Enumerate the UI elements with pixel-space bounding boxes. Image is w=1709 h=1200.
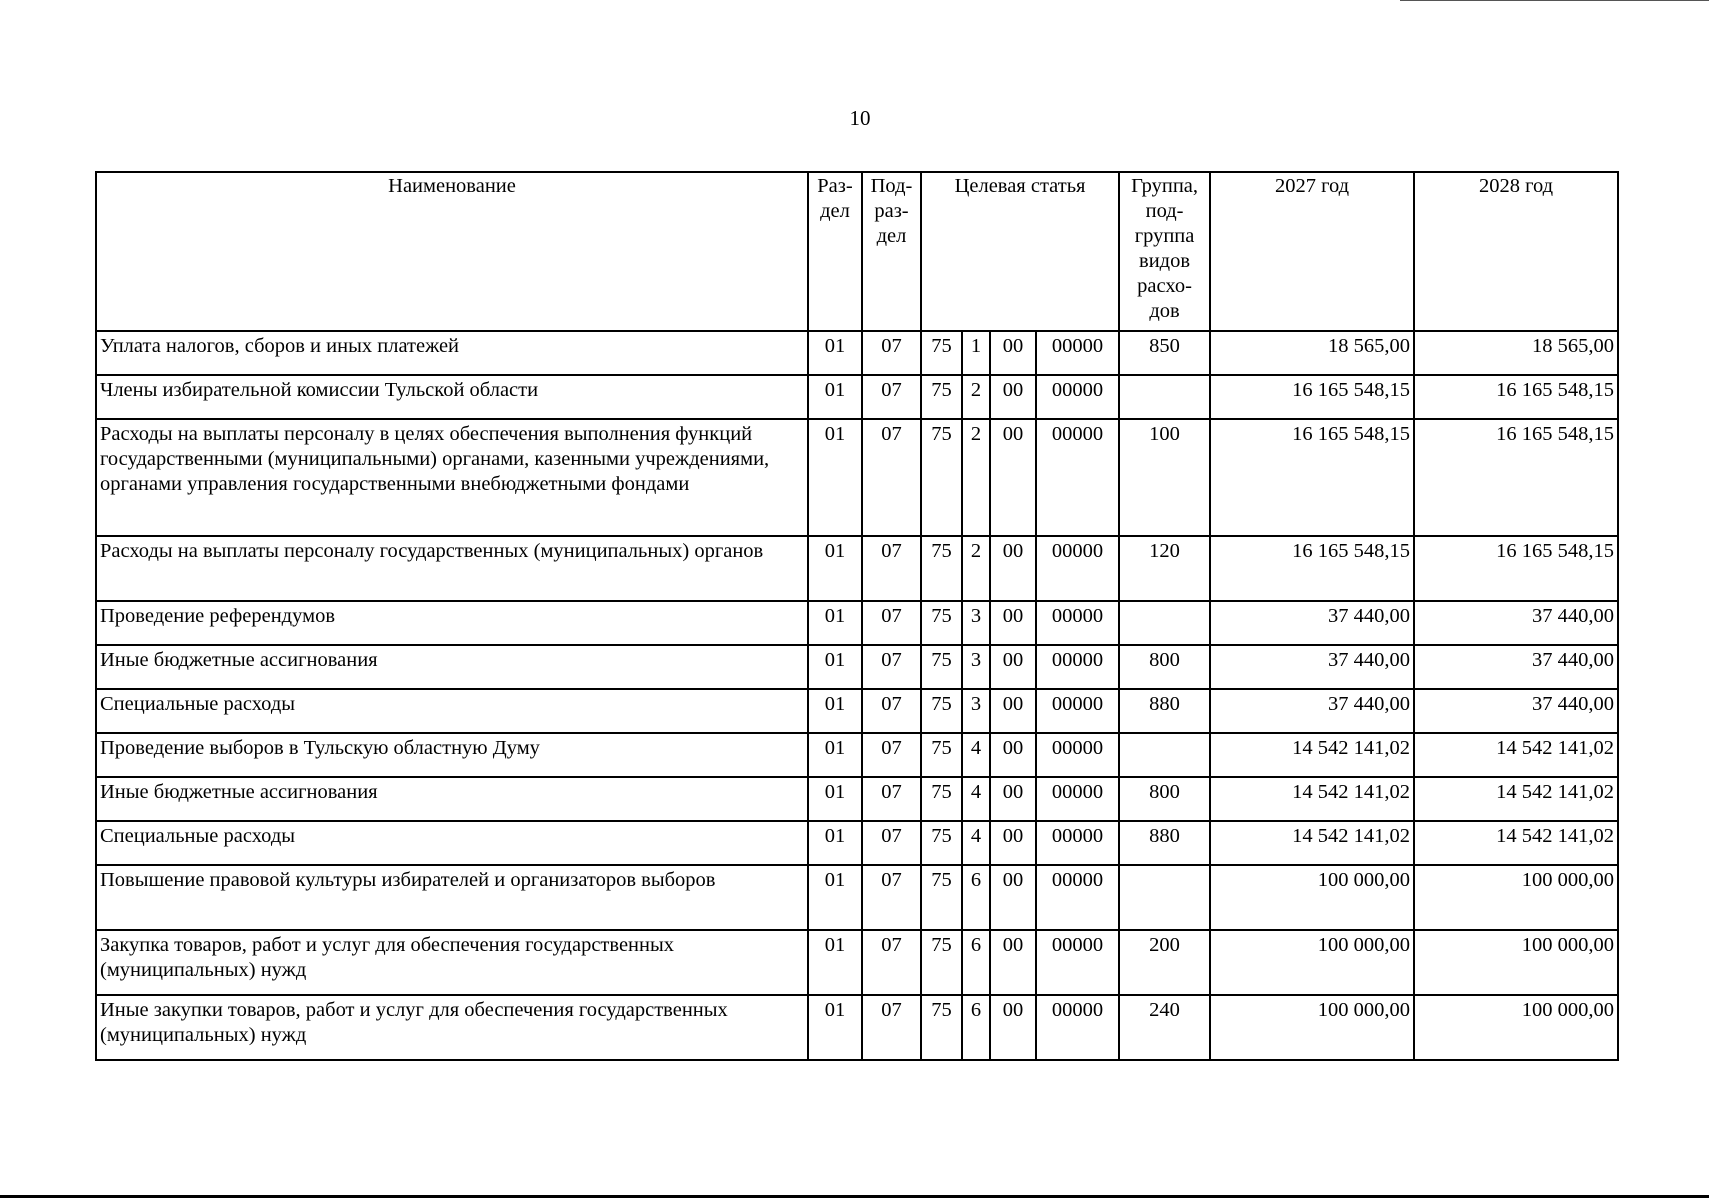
row-target-program: 75 — [921, 930, 962, 995]
row-target-direction: 00 — [990, 777, 1036, 821]
header-expense-group: Группа, под- группа видов расхо- дов — [1119, 172, 1210, 331]
row-amount-2028: 37 440,00 — [1414, 601, 1618, 645]
table-row — [96, 536, 1618, 601]
row-podrazdel: 07 — [862, 733, 921, 777]
row-amount-2027: 14 542 141,02 — [1210, 733, 1414, 777]
row-expense-group: 100 — [1119, 419, 1210, 536]
row-target-subprogram: 3 — [962, 689, 990, 733]
row-amount-2027: 37 440,00 — [1210, 601, 1414, 645]
row-target-subprogram: 2 — [962, 419, 990, 536]
row-name: Иные бюджетные ассигнования — [96, 645, 808, 689]
row-amount-2028: 100 000,00 — [1414, 995, 1618, 1060]
row-amount-2028: 14 542 141,02 — [1414, 777, 1618, 821]
row-name: Специальные расходы — [96, 821, 808, 865]
row-expense-group: 850 — [1119, 331, 1210, 375]
row-expense-group — [1119, 865, 1210, 930]
row-target-program: 75 — [921, 601, 962, 645]
row-target-program: 75 — [921, 375, 962, 419]
row-target-subprogram: 6 — [962, 865, 990, 930]
row-target-subprogram: 4 — [962, 777, 990, 821]
row-target-code: 00000 — [1036, 733, 1119, 777]
row-razdel: 01 — [808, 645, 862, 689]
row-target-program: 75 — [921, 777, 962, 821]
row-target-direction: 00 — [990, 733, 1036, 777]
table-row — [96, 375, 1618, 419]
budget-table — [95, 171, 1619, 1061]
row-expense-group: 880 — [1119, 689, 1210, 733]
row-target-subprogram: 3 — [962, 645, 990, 689]
row-target-program: 75 — [921, 733, 962, 777]
row-target-subprogram: 2 — [962, 375, 990, 419]
row-target-code: 00000 — [1036, 375, 1119, 419]
row-podrazdel: 07 — [862, 930, 921, 995]
row-target-direction: 00 — [990, 930, 1036, 995]
row-target-direction: 00 — [990, 995, 1036, 1060]
row-target-direction: 00 — [990, 375, 1036, 419]
row-podrazdel: 07 — [862, 601, 921, 645]
row-target-subprogram: 4 — [962, 733, 990, 777]
row-amount-2028: 16 165 548,15 — [1414, 536, 1618, 601]
row-amount-2028: 16 165 548,15 — [1414, 419, 1618, 536]
header-year-2027: 2027 год — [1210, 172, 1414, 331]
row-amount-2027: 16 165 548,15 — [1210, 419, 1414, 536]
row-podrazdel: 07 — [862, 865, 921, 930]
row-amount-2027: 16 165 548,15 — [1210, 375, 1414, 419]
table-row — [96, 331, 1618, 375]
row-amount-2027: 100 000,00 — [1210, 930, 1414, 995]
table-row — [96, 821, 1618, 865]
row-expense-group: 120 — [1119, 536, 1210, 601]
table-row — [96, 689, 1618, 733]
row-target-code: 00000 — [1036, 331, 1119, 375]
row-name: Иные бюджетные ассигнования — [96, 777, 808, 821]
row-name: Члены избирательной комиссии Тульской области — [96, 375, 808, 419]
row-podrazdel: 07 — [862, 375, 921, 419]
header-name: Наименование — [96, 172, 808, 331]
row-expense-group: 800 — [1119, 777, 1210, 821]
row-target-direction: 00 — [990, 689, 1036, 733]
table-row — [96, 930, 1618, 995]
row-podrazdel: 07 — [862, 821, 921, 865]
table-body — [96, 331, 1618, 1060]
table-row — [96, 419, 1618, 536]
row-target-code: 00000 — [1036, 777, 1119, 821]
row-razdel: 01 — [808, 331, 862, 375]
row-target-direction: 00 — [990, 865, 1036, 930]
row-amount-2028: 37 440,00 — [1414, 689, 1618, 733]
row-podrazdel: 07 — [862, 645, 921, 689]
row-target-code: 00000 — [1036, 536, 1119, 601]
row-target-program: 75 — [921, 536, 962, 601]
table-row — [96, 995, 1618, 1060]
row-razdel: 01 — [808, 601, 862, 645]
table-header-row — [96, 172, 1618, 331]
row-amount-2027: 100 000,00 — [1210, 865, 1414, 930]
scan-top-edge — [1400, 0, 1709, 1]
row-amount-2027: 14 542 141,02 — [1210, 777, 1414, 821]
row-razdel: 01 — [808, 733, 862, 777]
row-target-subprogram: 4 — [962, 821, 990, 865]
row-name: Проведение выборов в Тульскую областную Думу — [96, 733, 808, 777]
header-target-article: Целевая статья — [921, 172, 1119, 331]
row-podrazdel: 07 — [862, 536, 921, 601]
row-expense-group — [1119, 601, 1210, 645]
row-target-subprogram: 6 — [962, 995, 990, 1060]
row-target-code: 00000 — [1036, 419, 1119, 536]
row-name: Специальные расходы — [96, 689, 808, 733]
row-podrazdel: 07 — [862, 689, 921, 733]
row-name: Расходы на выплаты персоналу государственных (муниципальных) органов — [96, 536, 808, 601]
header-podrazdel: Под- раз- дел — [862, 172, 921, 331]
row-razdel: 01 — [808, 995, 862, 1060]
row-target-direction: 00 — [990, 821, 1036, 865]
row-podrazdel: 07 — [862, 995, 921, 1060]
row-amount-2027: 14 542 141,02 — [1210, 821, 1414, 865]
row-target-code: 00000 — [1036, 645, 1119, 689]
row-amount-2028: 14 542 141,02 — [1414, 821, 1618, 865]
page-number: 10 — [849, 106, 871, 130]
row-razdel: 01 — [808, 865, 862, 930]
row-target-subprogram: 3 — [962, 601, 990, 645]
row-amount-2028: 14 542 141,02 — [1414, 733, 1618, 777]
table-row — [96, 733, 1618, 777]
row-target-direction: 00 — [990, 536, 1036, 601]
row-amount-2027: 37 440,00 — [1210, 645, 1414, 689]
row-target-subprogram: 2 — [962, 536, 990, 601]
row-razdel: 01 — [808, 536, 862, 601]
row-name: Уплата налогов, сборов и иных платежей — [96, 331, 808, 375]
row-expense-group: 200 — [1119, 930, 1210, 995]
row-expense-group: 880 — [1119, 821, 1210, 865]
row-podrazdel: 07 — [862, 777, 921, 821]
row-expense-group: 240 — [1119, 995, 1210, 1060]
row-amount-2027: 100 000,00 — [1210, 995, 1414, 1060]
row-razdel: 01 — [808, 689, 862, 733]
row-name: Иные закупки товаров, работ и услуг для обеспечения государственных (муниципальных) нужд — [96, 995, 808, 1060]
row-target-direction: 00 — [990, 601, 1036, 645]
header-razdel: Раз- дел — [808, 172, 862, 331]
row-razdel: 01 — [808, 930, 862, 995]
table-row — [96, 645, 1618, 689]
row-amount-2028: 37 440,00 — [1414, 645, 1618, 689]
row-target-direction: 00 — [990, 419, 1036, 536]
row-expense-group — [1119, 733, 1210, 777]
row-amount-2028: 100 000,00 — [1414, 930, 1618, 995]
row-razdel: 01 — [808, 821, 862, 865]
row-amount-2027: 37 440,00 — [1210, 689, 1414, 733]
row-target-subprogram: 1 — [962, 331, 990, 375]
row-razdel: 01 — [808, 777, 862, 821]
row-name: Расходы на выплаты персоналу в целях обеспечения выполнения функций государственными (муниципальными) органами, казенными учреждениями, органами управления государственными внебюджетными фондами — [96, 419, 808, 536]
row-expense-group — [1119, 375, 1210, 419]
row-target-code: 00000 — [1036, 821, 1119, 865]
row-target-program: 75 — [921, 865, 962, 930]
row-target-subprogram: 6 — [962, 930, 990, 995]
row-target-code: 00000 — [1036, 601, 1119, 645]
row-razdel: 01 — [808, 419, 862, 536]
row-target-program: 75 — [921, 331, 962, 375]
row-name: Повышение правовой культуры избирателей и организаторов выборов — [96, 865, 808, 930]
row-amount-2028: 100 000,00 — [1414, 865, 1618, 930]
row-razdel: 01 — [808, 375, 862, 419]
row-amount-2027: 18 565,00 — [1210, 331, 1414, 375]
row-amount-2027: 16 165 548,15 — [1210, 536, 1414, 601]
row-target-program: 75 — [921, 419, 962, 536]
table-row — [96, 777, 1618, 821]
row-podrazdel: 07 — [862, 331, 921, 375]
row-target-code: 00000 — [1036, 689, 1119, 733]
scan-bottom-edge — [0, 1195, 1709, 1198]
row-name: Проведение референдумов — [96, 601, 808, 645]
row-target-program: 75 — [921, 821, 962, 865]
row-target-program: 75 — [921, 995, 962, 1060]
row-amount-2028: 16 165 548,15 — [1414, 375, 1618, 419]
table-row — [96, 865, 1618, 930]
table-row — [96, 601, 1618, 645]
row-podrazdel: 07 — [862, 419, 921, 536]
row-target-code: 00000 — [1036, 865, 1119, 930]
row-name: Закупка товаров, работ и услуг для обеспечения государственных (муниципальных) нужд — [96, 930, 808, 995]
row-target-direction: 00 — [990, 331, 1036, 375]
header-year-2028: 2028 год — [1414, 172, 1618, 331]
row-target-code: 00000 — [1036, 995, 1119, 1060]
row-amount-2028: 18 565,00 — [1414, 331, 1618, 375]
row-target-program: 75 — [921, 645, 962, 689]
row-target-code: 00000 — [1036, 930, 1119, 995]
row-target-direction: 00 — [990, 645, 1036, 689]
row-target-program: 75 — [921, 689, 962, 733]
row-expense-group: 800 — [1119, 645, 1210, 689]
